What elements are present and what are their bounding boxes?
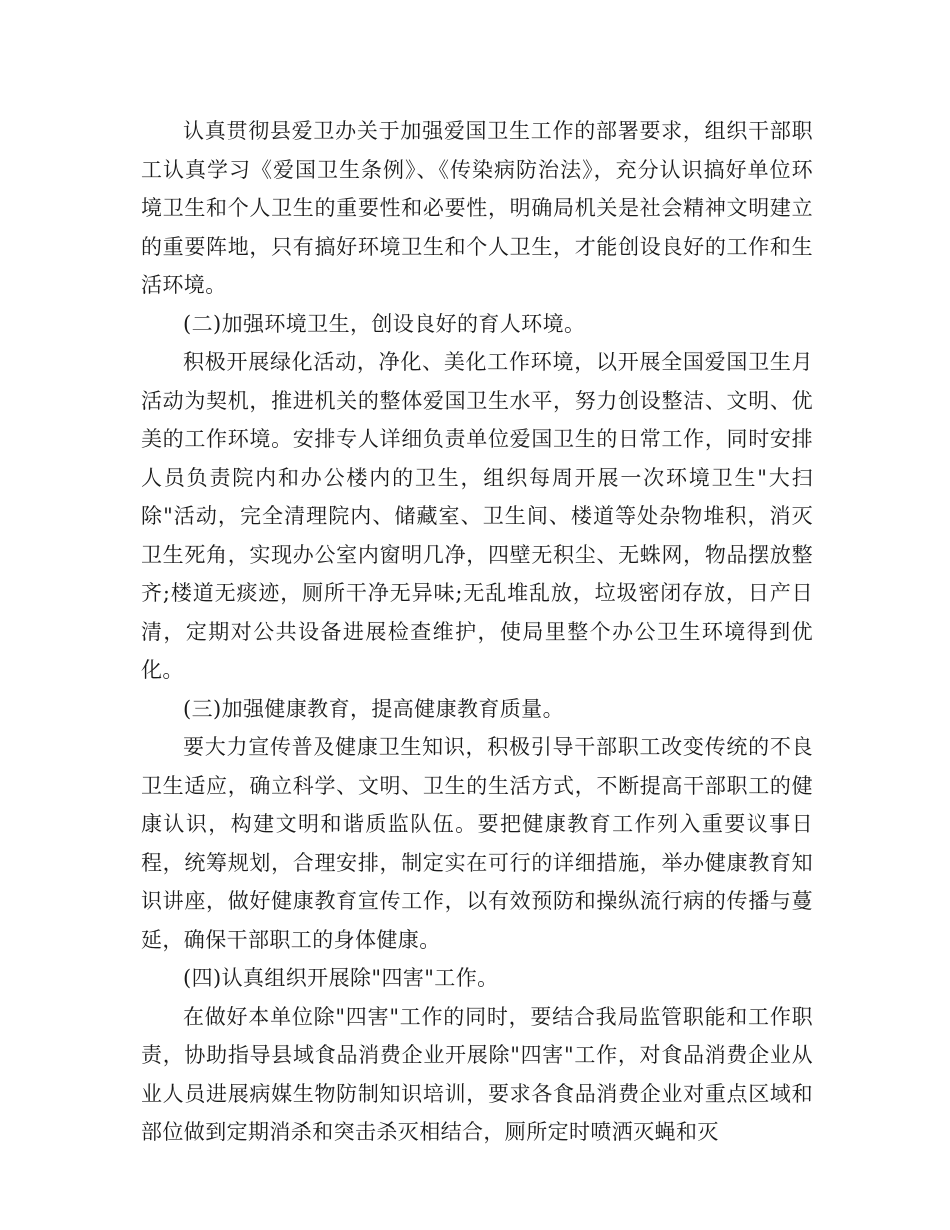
- paragraph-intro: 认真贯彻县爱卫办关于加强爱国卫生工作的部署要求，组织干部职工认真学习《爱国卫生条例》、《传染病防治法》，充分认识搞好单位环境卫生和个人卫生的重要性和必要性，明确局机关是社会精神文明建立的重要阵地，只有搞好环境卫生和个人卫生，才能创设良好的工作和生活环境。: [141, 119, 813, 297]
- document-body: [141, 112, 813, 1152]
- paragraph-environment: 积极开展绿化活动，净化、美化工作环境，以开展全国爱国卫生月活动为契机，推进机关的整体爱国卫生水平，努力创设整洁、文明、优美的工作环境。安排专人详细负责单位爱国卫生的日常工作，同时安排人员负责院内和办公楼内的卫生，组织每周开展一次环境卫生"大扫除"活动，完全清理院内、储藏室、卫生间、楼道等处杂物堆积，消灭卫生死角，实现办公室内窗明几净，四壁无积尘、无蛛网，物品摆放整齐;楼道无痰迹，厕所干净无异味;无乱堆乱放，垃圾密闭存放，日产日清，定期对公共设备进展检查维护，使局里整个办公卫生环境得到优化。: [141, 350, 813, 682]
- section-heading-health-education: (三)加强健康教育，提高健康教育质量。: [183, 696, 564, 721]
- paragraph-health-education: 要大力宣传普及健康卫生知识，积极引导干部职工改变传统的不良卫生适应，确立科学、文明、卫生的生活方式，不断提高干部职工的健康认识，构建文明和谐质监队伍。要把健康教育工作列入重要议事日程，统筹规划，合理安排，制定实在可行的详细措施，举办健康教育知识讲座，做好健康教育宣传工作，以有效预防和操纵流行病的传播与蔓延，确保干部职工的身体健康。: [141, 735, 813, 952]
- section-heading-four-pests: (四)认真组织开展除"四害"工作。: [183, 966, 499, 990]
- paragraph-four-pests: 在做好本单位除"四害"工作的同时，要结合我局监管职能和工作职责，协助指导县域食品消费企业开展除"四害"工作，对食品消费企业从业人员进展病媒生物防制知识培训，要求各食品消费企业对重点区域和部位做到定期消杀和突击杀灭相结合，厕所定时喷洒灭蝇和灭: [141, 1004, 813, 1144]
- section-heading-environment: (二)加强环境卫生，创设良好的育人环境。: [183, 311, 586, 336]
